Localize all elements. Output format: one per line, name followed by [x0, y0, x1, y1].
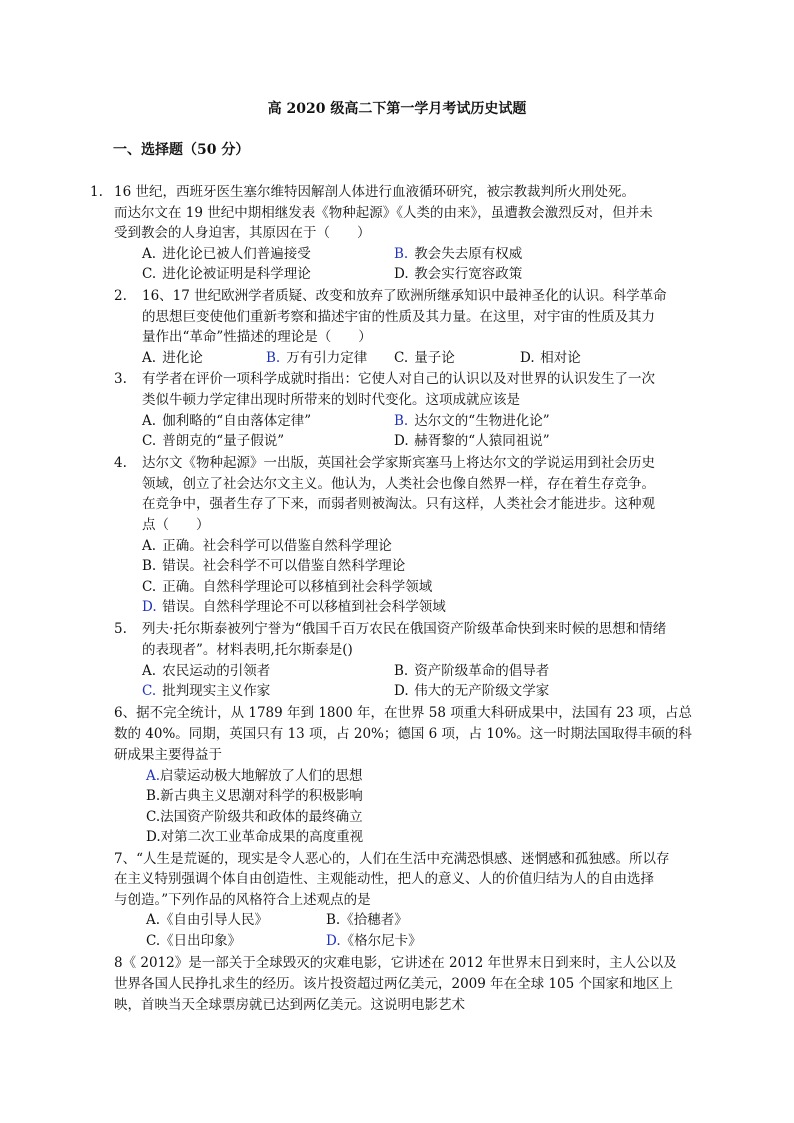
option-label: D. [394, 266, 409, 282]
option-a [142, 244, 311, 264]
option-a [142, 411, 311, 431]
question-number: 3. [114, 371, 127, 387]
option-b [326, 910, 408, 930]
option-text: 《格尔尼卡》 [340, 933, 422, 949]
option-label: B. [266, 350, 281, 366]
question-line: 与创造。”下列作品的风格符合上述观点的是 [114, 892, 371, 908]
option-b [394, 661, 549, 681]
option-text: 资产阶级革命的倡导者 [414, 663, 550, 679]
question-line: 有学者在评价一项科学成就时指出：它使人对自己的认识以及对世界的认识发生了一次 [142, 371, 655, 387]
option-label: B. [394, 663, 409, 679]
option-text: 正确。社会科学可以借鉴自然科学理论 [162, 538, 392, 554]
option-label: A. [142, 413, 157, 429]
option-label: A. [142, 663, 157, 679]
option-a [146, 910, 268, 930]
section-heading: 一、选择题（50 分） [113, 142, 250, 158]
option-c [142, 264, 311, 284]
option-d [394, 431, 550, 451]
option-a [142, 348, 203, 368]
option-label: A. [142, 350, 157, 366]
option-label: C. [394, 350, 409, 366]
option-b [394, 411, 550, 431]
option-text: 《拾穗者》 [340, 912, 408, 928]
option-b [394, 244, 522, 264]
option-a [142, 661, 270, 681]
question-line: 世界各国人民挣扎求生的经历。该片投资超过两亿美元，2009 年在全球 105 个国家和地区上 [114, 976, 673, 992]
option-label: B. [394, 413, 409, 429]
option-text: 《自由引导人民》 [160, 912, 269, 928]
question-line: 16 世纪，西班牙医生塞尔维特因解剖人体进行血液循环研究，被宗教裁判所火刑处死。 [114, 184, 635, 200]
option-b [146, 786, 363, 806]
question-line: 在竞争中，强者生存了下来，而弱者则被淘汰。只有这样，人类社会才能进步。这种观 [142, 496, 655, 512]
option-d [326, 931, 422, 951]
option-label: B. [394, 246, 409, 262]
option-text: 量子论 [414, 350, 455, 366]
option-d [520, 348, 581, 368]
question-line: 研成果主要得益于 [114, 747, 222, 763]
option-label: A. [142, 246, 157, 262]
option-text: 农民运动的引领者 [162, 663, 271, 679]
option-b [142, 556, 405, 576]
option-c [146, 807, 363, 827]
option-text: 启蒙运动极大地解放了人们的思想 [160, 768, 363, 784]
option-text: 批判现实主义作家 [162, 683, 271, 699]
option-c [142, 577, 432, 597]
option-text: 错误。社会科学不可以借鉴自然科学理论 [162, 558, 406, 574]
option-c [142, 681, 270, 701]
question-line: 列夫·托尔斯泰被列宁誉为“俄国千百万农民在俄国资产阶级革命快到来时候的思想和情绪 [142, 621, 667, 637]
option-b [266, 348, 367, 368]
question-line: 16、17 世纪欧洲学者质疑、改变和放弃了欧洲所继承知识中最神圣化的认识。科学革命 [142, 288, 667, 304]
option-text: 《日出印象》 [160, 933, 242, 949]
option-c [142, 431, 284, 451]
option-text: 教会失去原有权威 [414, 246, 523, 262]
question-number: 2. [114, 288, 127, 304]
question-line: 映，首映当天全球票房就已达到两亿美元。这说明电影艺术 [114, 997, 465, 1013]
option-label: A. [146, 768, 161, 784]
option-text: 对第二次工业革命成果的高度重视 [160, 829, 364, 845]
option-text: 进化论 [162, 350, 203, 366]
option-text: 普朗克的“量子假说” [162, 433, 285, 449]
question-line: 而达尔文在 19 世纪中期相继发表《物种起源》《人类的由来》，虽遭教会激烈反对，但并未 [114, 205, 653, 221]
option-label: D. [394, 683, 409, 699]
option-text: 万有引力定律 [286, 350, 368, 366]
question-number: 5. [114, 621, 127, 637]
option-c [394, 348, 455, 368]
option-text: 伽利略的“自由落体定律” [162, 413, 312, 429]
option-text: 进化论被证明是科学理论 [162, 266, 311, 282]
question-line: 8《 2012》是一部关于全球毁灭的灾难电影，它讲述在 2012 年世界末日到来时，主人公以及 [114, 955, 677, 971]
option-text: 错误。自然科学理论不可以移植到社会科学领域 [162, 599, 446, 615]
option-text: 赫胥黎的“人猿同祖说” [414, 433, 550, 449]
question-number: 4. [114, 455, 127, 471]
exam-title: 高 2020 级高二下第一学月考试历史试题 [267, 101, 527, 117]
option-a [142, 536, 392, 556]
option-label: D. [326, 933, 341, 949]
question-line: 7、“人生是荒诞的，现实是令人恶心的，人们在生活中充满恐惧感、迷惘感和孤独感。所以存 [114, 851, 670, 867]
question-line: 量作出“革命”性描述的理论是（ ） [142, 329, 372, 345]
question-line: 在主义特别强调个体自由创造性、主观能动性，把人的意义、人的价值归结为人的自由选择 [114, 871, 654, 887]
option-d [146, 827, 363, 847]
option-label: A. [146, 912, 161, 928]
option-d [142, 597, 446, 617]
option-label: D. [520, 350, 535, 366]
question-line: 达尔文《物种起源》一出版，英国社会学家斯宾塞马上将达尔文的学说运用到社会历史 [142, 455, 655, 471]
option-d [394, 681, 549, 701]
option-label: C. [142, 266, 157, 282]
question-line: 领域，创立了社会达尔文主义。他认为，人类社会也像自然界一样，存在着生存竞争。 [142, 476, 655, 492]
option-label: C. [142, 579, 157, 595]
option-text: 达尔文的“生物进化论” [414, 413, 550, 429]
option-text: 伟大的无产阶级文学家 [414, 683, 550, 699]
option-text: 进化论已被人们普遍接受 [162, 246, 311, 262]
question-line: 的表现者”。材料表明,托尔斯泰是() [142, 642, 353, 658]
option-label: C. [142, 433, 157, 449]
option-label: C. [142, 683, 157, 699]
question-line: 6、据不完全统计，从 1789 年到 1800 年，在世界 58 项重大科研成果中，法国有 23 项，占总 [114, 705, 692, 721]
option-text: 相对论 [540, 350, 581, 366]
option-label: A. [142, 538, 157, 554]
question-line: 类似牛顿力学定律出现时所带来的划时代变化。这项成就应该是 [142, 392, 520, 408]
question-line: 受到教会的人身迫害，其原因在于（ ） [114, 225, 371, 241]
option-c [146, 931, 241, 951]
question-line: 点（ ） [142, 517, 210, 533]
option-label: D. [146, 829, 161, 845]
option-label: C. [146, 933, 161, 949]
option-label: D. [142, 599, 157, 615]
option-a [146, 766, 363, 786]
option-text: 法国资产阶级共和政体的最终确立 [160, 809, 363, 825]
option-label: B. [326, 912, 341, 928]
option-text: 正确。自然科学理论可以移植到社会科学领域 [162, 579, 433, 595]
question-line: 数的 40%。同期，英国只有 13 项，占 20%；德国 6 项，占 10%。这一时期法国取得丰硕的科 [114, 726, 692, 742]
option-text: 教会实行宽容政策 [414, 266, 523, 282]
option-label: B. [142, 558, 157, 574]
option-d [394, 264, 522, 284]
option-label: D. [394, 433, 409, 449]
option-label: B. [146, 788, 161, 804]
option-label: C. [146, 809, 161, 825]
option-text: 新古典主义思潮对科学的积极影响 [160, 788, 363, 804]
question-line: 的思想巨变使他们重新考察和描述宇宙的性质及其力量。在这里，对宇宙的性质及其力 [142, 309, 655, 325]
question-number: 1. [90, 184, 103, 200]
